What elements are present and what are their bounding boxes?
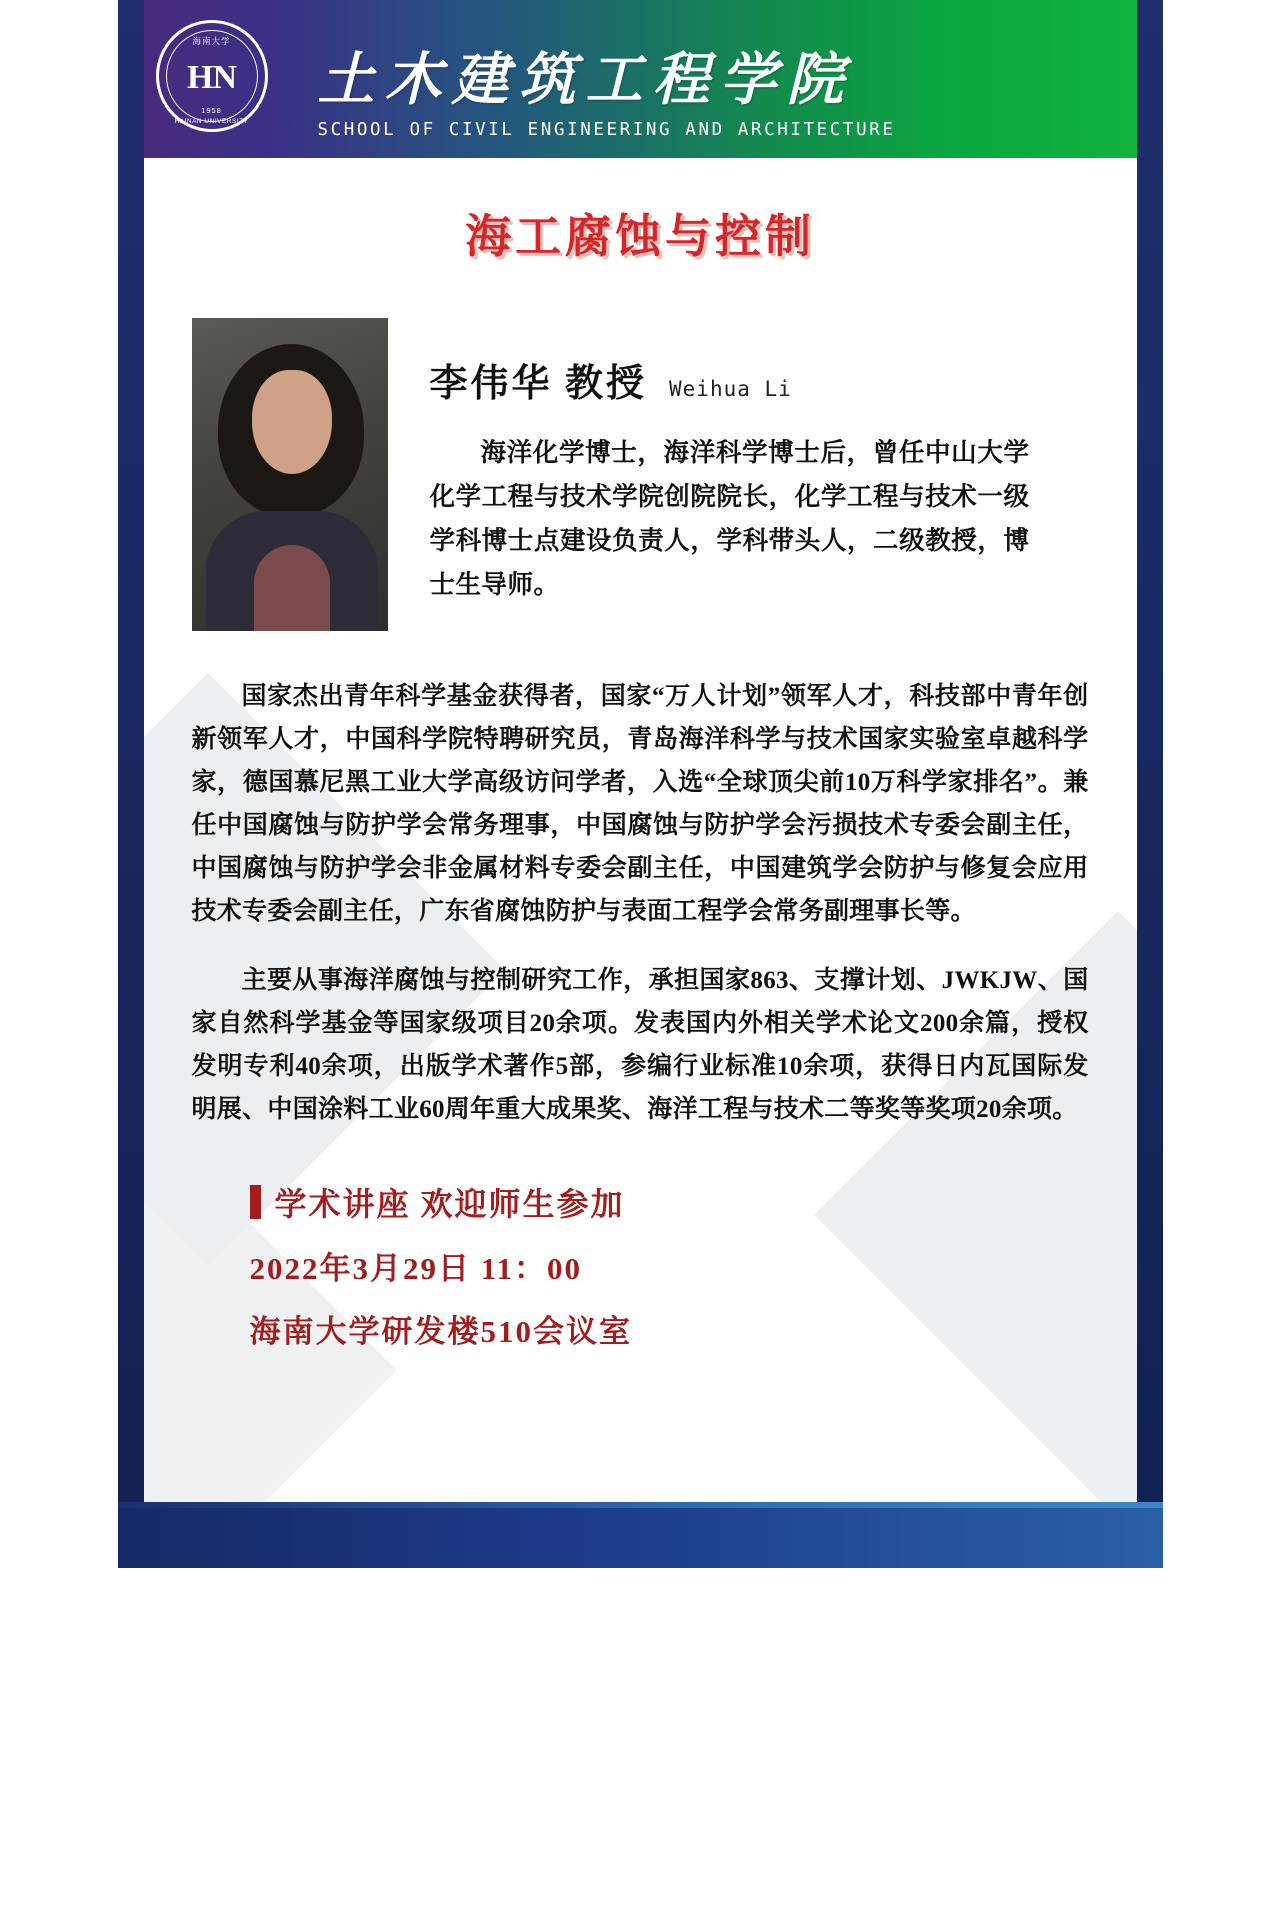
speaker-name-en: Weihua Li: [669, 377, 792, 401]
notice-heading-row: [250, 1179, 1137, 1225]
speaker-portrait-photo: [192, 318, 388, 631]
logo-year: 1958: [201, 106, 222, 115]
frame-right-border: [1137, 0, 1163, 1568]
frame-bottom-border: [118, 1508, 1163, 1568]
notice-datetime: 2022年3月29日 11：00: [249, 1251, 583, 1286]
notice-location: 海南大学研发楼510会议室: [249, 1314, 632, 1349]
frame-left-border: [118, 0, 144, 1568]
portrait-face: [252, 370, 332, 474]
logo-bottom-text: HAINAN UNIVERSITY: [174, 118, 249, 125]
portrait-garment: [254, 545, 330, 631]
school-title-en: SCHOOL OF CIVIL ENGINEERING AND ARCHITECTURE: [317, 120, 896, 140]
speaker-details: [430, 318, 1030, 631]
lecture-notice: [250, 1179, 1137, 1351]
bio-paragraph-1: 国家杰出青年科学基金获得者，国家“万人计划”领军人才，科技部中青年创新领军人才，中国科学院特聘研究员，青岛海洋科学与技术国家实验室卓越科学家，德国慕尼黑工业大学高级访问学者，入选“全球顶尖前10万科学家排名”。兼任中国腐蚀与防护学会常务理事，中国腐蚀与防护学会污损技术专委会副主任，中国腐蚀与防护学会非金属材料专委会副主任，中国建筑学会防护与修复会应用技术专委会副主任，广东省腐蚀防护与表面工程学会常务副理事长等。: [191, 683, 1089, 925]
speaker-intro: 海洋化学博士，海洋科学博士后，曾任中山大学化学工程与技术学院创院院长，化学工程与技术一级学科博士点建设负责人，学科带头人，二级教授，博士生导师。: [429, 438, 1030, 599]
poster-content: [144, 158, 1137, 1502]
notice-bar-icon: [250, 1185, 261, 1219]
logo-top-text: 海南大学: [192, 36, 231, 46]
notice-heading: 学术讲座 欢迎师生参加: [274, 1186, 625, 1222]
school-title-cn: 土木建筑工程学院: [317, 49, 854, 112]
speaker-profile: [144, 318, 1137, 631]
bio-paragraph-2: 主要从事海洋腐蚀与控制研究工作，承担国家863、支撑计划、JWKJW、国家自然科学基金等国家级项目20余项。发表国内外相关学术论文200余篇，授权发明专利40余项，出版学术著作5部，参编行业标准10余项，获得日内瓦国际发明展、中国涂料工业60周年重大成果奖、海洋工程与技术二等奖等奖项20余项。: [191, 967, 1089, 1123]
university-logo-icon: [156, 20, 268, 132]
speaker-name-cn: 李伟华 教授: [429, 363, 648, 405]
logo-initials: HN: [187, 59, 236, 96]
poster-root: [118, 0, 1163, 1568]
speaker-name-line: [430, 352, 1030, 407]
page-title: 海工腐蚀与控制: [465, 211, 815, 262]
header-banner: [118, 0, 1163, 158]
